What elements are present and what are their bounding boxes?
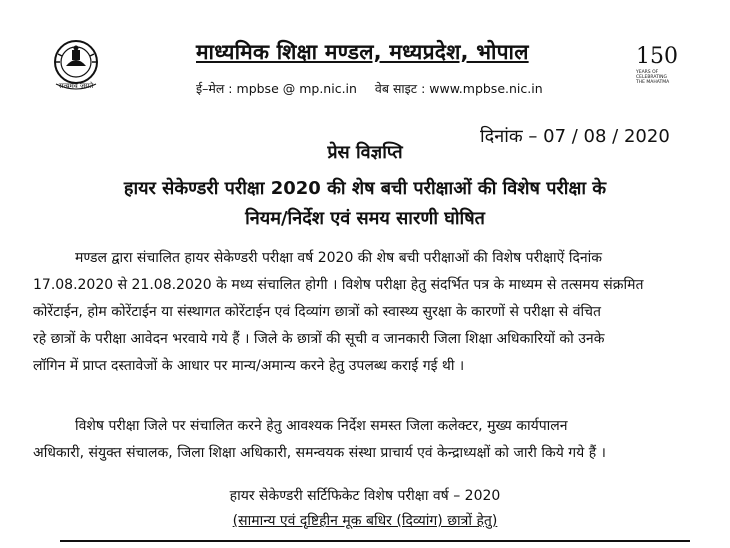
- bottom-rule: [60, 540, 690, 542]
- headline-line-2: नियम/निर्देश एवं समय सारणी घोषित: [245, 208, 485, 229]
- gandhi-150-logo: [636, 44, 692, 88]
- anniversary-number: 150: [636, 44, 678, 69]
- paragraph-line: रहे छात्रों के परीक्षा आवेदन भरवाये गये हैं । जिले के छात्रों की सूची व जानकारी जिला शिक्षा अधिकारियों को उनके: [33, 331, 605, 347]
- website-label: वेब साइट :: [374, 81, 426, 96]
- paragraph-line: अधिकारी, संयुक्त संचालक, जिला शिक्षा अधिकारी, समन्वयक संस्था प्राचार्य एवं केन्द्राध्यक्षों को जारी किये गये हैं ।: [33, 445, 606, 461]
- mpbse-emblem: [50, 38, 102, 94]
- paragraph-1: [33, 245, 697, 380]
- email-label: ई–मेल :: [196, 81, 233, 96]
- exam-subheading: हायर सेकेण्डरी सर्टिफिकेट विशेष परीक्षा वर्ष – 2020: [229, 488, 501, 504]
- press-note-title: प्रेस विज्ञप्ति: [327, 142, 403, 163]
- paragraph-2: [33, 413, 697, 467]
- headline-line-1: हायर सेकेण्डरी परीक्षा 2020 की शेष बची परीक्षाओं की विशेष परीक्षा के: [123, 178, 607, 199]
- paragraph-line: लॉगिन में प्राप्त दस्तावेजों के आधार पर मान्य/अमान्य करने हेतु उपलब्ध कराई गई थी ।: [33, 358, 465, 374]
- exam-subheading-note: (सामान्य एवं दृष्टिहीन मूक बधिर (दिव्यांग) छात्रों हेतु): [232, 513, 498, 529]
- press-date: दिनांक – 07 / 08 / 2020: [480, 126, 670, 147]
- paragraph-line: 17.08.2020 से 21.08.2020 के मध्य संचालित होगी । विशेष परीक्षा हेतु संदर्भित पत्र के माध्यम से तत्समय संक्रमित: [33, 277, 644, 293]
- paragraph-line: कोरेंटाईन, होम कोरेंटाईन या संस्थागत कोरेंटाईन एवं दिव्यांग छात्रों को स्वास्थ्य सुरक्षा के कारणों से परीक्षा से वंचित: [33, 304, 601, 320]
- contact-line: [196, 80, 543, 97]
- emblem-motto: सत्यमेव जयते: [58, 82, 94, 90]
- paragraph-line: विशेष परीक्षा जिले पर संचालित करने हेतु आवश्यक निर्देश समस्त जिला कलेक्टर, मुख्य कार्यपालन: [75, 418, 568, 434]
- email-address: mpbse @ mp.nic.in: [236, 81, 357, 96]
- anniversary-text: YEARS OF CELEBRATING THE MAHATMA: [636, 70, 670, 85]
- website-address: www.mpbse.nic.in: [429, 81, 543, 96]
- org-name: माध्यमिक शिक्षा मण्डल, मध्यप्रदेश, भोपाल: [196, 40, 529, 64]
- paragraph-line: मण्डल द्वारा संचालित हायर सेकेण्डरी परीक्षा वर्ष 2020 की शेष बची परीक्षाओं की विशेष परीक्षाऐं दिनांक: [75, 250, 603, 266]
